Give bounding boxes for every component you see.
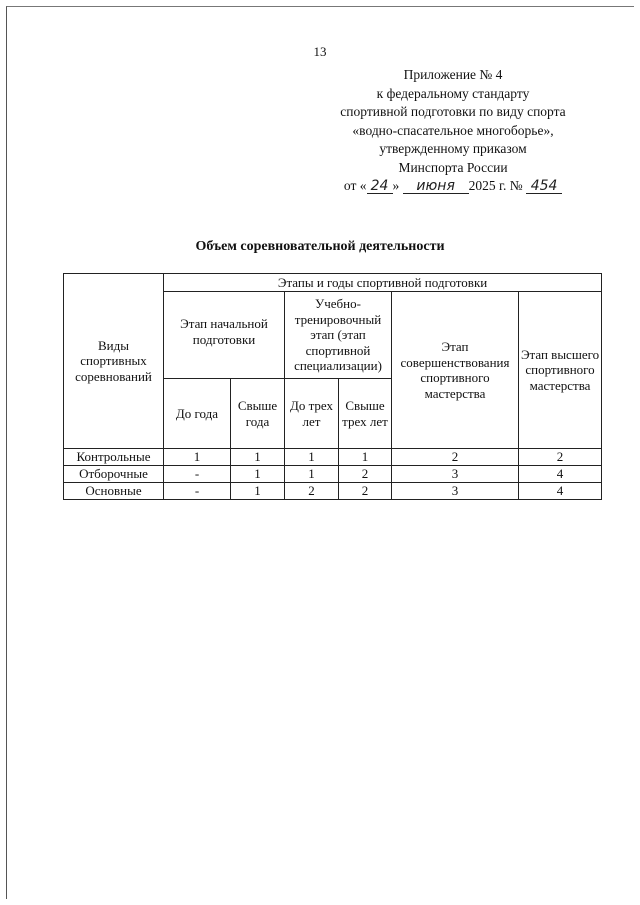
header-stage-initial: Этап начальной подготовки	[164, 292, 285, 379]
table-cell: 1	[231, 449, 285, 466]
table-cell: -	[164, 483, 231, 500]
header-up-to-three-years: До трех лет	[285, 379, 339, 449]
handwritten-order-number: 454	[526, 179, 562, 194]
header-stage-training: Учебно-тренировочный этап (этап спортивной специализации)	[285, 292, 392, 379]
table-cell: 4	[519, 483, 602, 500]
row-label: Контрольные	[64, 449, 164, 466]
table-cell: 1	[231, 466, 285, 483]
handwritten-day: 24	[367, 179, 393, 194]
appendix-line-6: Минспорта России	[398, 159, 508, 175]
table-cell: 2	[339, 466, 392, 483]
table-cell: 3	[392, 466, 519, 483]
date-day-close: »	[392, 178, 400, 193]
table-cell: 3	[392, 483, 519, 500]
date-prefix: от «	[343, 178, 367, 193]
header-up-to-year: До года	[164, 379, 231, 449]
table-cell: 1	[164, 449, 231, 466]
appendix-line-2: к федеральному стандарту	[376, 85, 530, 101]
table-cell: 4	[519, 466, 602, 483]
table-row	[64, 449, 602, 466]
handwritten-month: июня	[403, 179, 469, 194]
appendix-line-5: утвержденному приказом	[379, 141, 527, 156]
table-cell: 2	[339, 483, 392, 500]
table-cell: -	[164, 466, 231, 483]
table-cell: 1	[339, 449, 392, 466]
table-cell: 1	[285, 466, 339, 483]
header-over-year: Свыше года	[231, 379, 285, 449]
date-year: 2025 г. №	[468, 178, 523, 193]
table-row	[64, 466, 602, 483]
header-over-three-years: Свыше трех лет	[339, 379, 392, 449]
header-stage-higher: Этап высшего спортивного мастерства	[519, 292, 602, 449]
order-date-line	[303, 177, 603, 196]
table-cell: 1	[231, 483, 285, 500]
table-cell: 2	[285, 483, 339, 500]
header-stage-improvement: Этап совершенствования спортивного мастерства	[392, 292, 519, 449]
competition-volume-table	[63, 273, 602, 500]
table-cell: 2	[519, 449, 602, 466]
page-number: 13	[313, 44, 327, 59]
row-label: Основные	[64, 483, 164, 500]
appendix-header	[303, 66, 603, 196]
header-competition-types: Виды спортивных соревнований	[64, 274, 164, 449]
appendix-line-3: спортивной подготовки по виду спорта	[340, 104, 566, 119]
table-cell: 2	[392, 449, 519, 466]
header-stages-group: Этапы и годы спортивной подготовки	[164, 274, 602, 292]
document-title: Объем соревновательной деятельности	[195, 239, 445, 254]
table-cell: 1	[285, 449, 339, 466]
row-label: Отборочные	[64, 466, 164, 483]
appendix-line-4: «водно-спасательное многоборье»,	[352, 122, 554, 138]
appendix-line-1: Приложение № 4	[403, 67, 503, 82]
table-row	[64, 483, 602, 500]
